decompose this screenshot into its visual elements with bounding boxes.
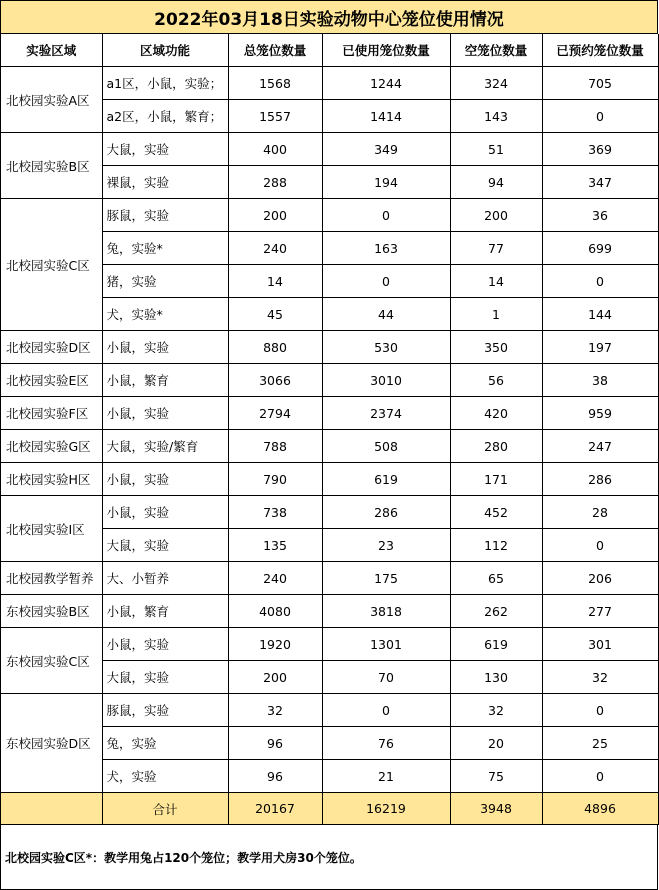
reserved-cell: 36 <box>542 199 658 232</box>
area-cell: 北校园实验A区 <box>1 67 102 133</box>
total-cell: 3066 <box>228 364 322 397</box>
used-cell: 3010 <box>322 364 450 397</box>
total-cell: 1557 <box>228 100 322 133</box>
function-cell: 豚鼠，实验 <box>102 694 228 727</box>
empty-cell: 452 <box>450 496 542 529</box>
header-empty: 空笼位数量 <box>450 34 542 67</box>
area-cell: 北校园实验E区 <box>1 364 102 397</box>
reserved-cell: 286 <box>542 463 658 496</box>
empty-cell: 32 <box>450 694 542 727</box>
function-cell: 小鼠，实验 <box>102 463 228 496</box>
total-cell: 200 <box>228 661 322 694</box>
used-cell: 3818 <box>322 595 450 628</box>
function-cell: 豚鼠，实验 <box>102 199 228 232</box>
used-cell: 508 <box>322 430 450 463</box>
used-cell: 349 <box>322 133 450 166</box>
reserved-cell: 0 <box>542 265 658 298</box>
total-cell: 738 <box>228 496 322 529</box>
table-row <box>1 199 658 232</box>
reserved-cell: 0 <box>542 760 658 793</box>
total-cell: 45 <box>228 298 322 331</box>
reserved-cell: 347 <box>542 166 658 199</box>
total-cell: 135 <box>228 529 322 562</box>
empty-cell: 77 <box>450 232 542 265</box>
used-cell: 1414 <box>322 100 450 133</box>
function-cell: 大鼠，实验 <box>102 661 228 694</box>
total-cell: 240 <box>228 232 322 265</box>
function-cell: 大、小暂养 <box>102 562 228 595</box>
used-cell: 530 <box>322 331 450 364</box>
total-sum-empty: 3948 <box>450 793 542 825</box>
table-row <box>1 562 658 595</box>
total-row <box>1 793 658 825</box>
header-reserved: 已预约笼位数量 <box>542 34 658 67</box>
total-row-spacer <box>1 793 102 825</box>
area-cell: 东校园实验D区 <box>1 694 102 793</box>
reserved-cell: 38 <box>542 364 658 397</box>
area-cell: 北校园实验D区 <box>1 331 102 364</box>
reserved-cell: 301 <box>542 628 658 661</box>
total-cell: 14 <box>228 265 322 298</box>
total-sum-reserved: 4896 <box>542 793 658 825</box>
reserved-cell: 28 <box>542 496 658 529</box>
used-cell: 76 <box>322 727 450 760</box>
empty-cell: 200 <box>450 199 542 232</box>
total-cell: 1568 <box>228 67 322 100</box>
used-cell: 0 <box>322 199 450 232</box>
empty-cell: 262 <box>450 595 542 628</box>
total-cell: 790 <box>228 463 322 496</box>
function-cell: 兔，实验 <box>102 727 228 760</box>
used-cell: 286 <box>322 496 450 529</box>
table-row <box>1 628 658 661</box>
empty-cell: 420 <box>450 397 542 430</box>
table-row <box>1 496 658 529</box>
header-total: 总笼位数量 <box>228 34 322 67</box>
reserved-cell: 0 <box>542 100 658 133</box>
reserved-cell: 369 <box>542 133 658 166</box>
area-cell: 北校园教学暂养 <box>1 562 102 595</box>
table-row <box>1 463 658 496</box>
empty-cell: 171 <box>450 463 542 496</box>
total-cell: 1920 <box>228 628 322 661</box>
function-cell: 小鼠，实验 <box>102 397 228 430</box>
table-row <box>1 133 658 166</box>
reserved-cell: 277 <box>542 595 658 628</box>
empty-cell: 112 <box>450 529 542 562</box>
reserved-cell: 0 <box>542 529 658 562</box>
function-cell: 犬，实验 <box>102 760 228 793</box>
function-cell: 猪，实验 <box>102 265 228 298</box>
used-cell: 70 <box>322 661 450 694</box>
area-cell: 北校园实验I区 <box>1 496 102 562</box>
empty-cell: 619 <box>450 628 542 661</box>
empty-cell: 350 <box>450 331 542 364</box>
function-cell: 犬，实验* <box>102 298 228 331</box>
empty-cell: 130 <box>450 661 542 694</box>
used-cell: 1244 <box>322 67 450 100</box>
total-label: 合计 <box>102 793 228 825</box>
function-cell: 小鼠，繁育 <box>102 595 228 628</box>
used-cell: 23 <box>322 529 450 562</box>
reserved-cell: 705 <box>542 67 658 100</box>
area-cell: 东校园实验C区 <box>1 628 102 694</box>
total-cell: 400 <box>228 133 322 166</box>
used-cell: 2374 <box>322 397 450 430</box>
function-cell: 大鼠，实验 <box>102 529 228 562</box>
total-cell: 288 <box>228 166 322 199</box>
table-row <box>1 595 658 628</box>
used-cell: 163 <box>322 232 450 265</box>
reserved-cell: 206 <box>542 562 658 595</box>
used-cell: 21 <box>322 760 450 793</box>
used-cell: 1301 <box>322 628 450 661</box>
function-cell: 大鼠，实验/繁育 <box>102 430 228 463</box>
total-sum-used: 16219 <box>322 793 450 825</box>
empty-cell: 20 <box>450 727 542 760</box>
empty-cell: 280 <box>450 430 542 463</box>
function-cell: 小鼠，实验 <box>102 331 228 364</box>
total-cell: 880 <box>228 331 322 364</box>
empty-cell: 143 <box>450 100 542 133</box>
table-row <box>1 694 658 727</box>
table-row <box>1 430 658 463</box>
reserved-cell: 32 <box>542 661 658 694</box>
empty-cell: 14 <box>450 265 542 298</box>
empty-cell: 56 <box>450 364 542 397</box>
used-cell: 619 <box>322 463 450 496</box>
area-cell: 北校园实验B区 <box>1 133 102 199</box>
function-cell: 小鼠，繁育 <box>102 364 228 397</box>
used-cell: 194 <box>322 166 450 199</box>
reserved-cell: 144 <box>542 298 658 331</box>
function-cell: 兔，实验* <box>102 232 228 265</box>
total-sum-total: 20167 <box>228 793 322 825</box>
function-cell: 小鼠，实验 <box>102 628 228 661</box>
empty-cell: 94 <box>450 166 542 199</box>
total-cell: 4080 <box>228 595 322 628</box>
total-cell: 32 <box>228 694 322 727</box>
header-used: 已使用笼位数量 <box>322 34 450 67</box>
reserved-cell: 699 <box>542 232 658 265</box>
area-cell: 东校园实验B区 <box>1 595 102 628</box>
area-cell: 北校园实验C区 <box>1 199 102 331</box>
cage-usage-table <box>1 34 659 825</box>
empty-cell: 51 <box>450 133 542 166</box>
header-area: 实验区域 <box>1 34 102 67</box>
function-cell: a2区，小鼠，繁育； <box>102 100 228 133</box>
table-row <box>1 364 658 397</box>
reserved-cell: 25 <box>542 727 658 760</box>
used-cell: 175 <box>322 562 450 595</box>
function-cell: 小鼠，实验 <box>102 496 228 529</box>
total-cell: 2794 <box>228 397 322 430</box>
area-cell: 北校园实验G区 <box>1 430 102 463</box>
header-function: 区域功能 <box>102 34 228 67</box>
table-row <box>1 331 658 364</box>
header-row <box>1 34 658 67</box>
reserved-cell: 247 <box>542 430 658 463</box>
area-cell: 北校园实验H区 <box>1 463 102 496</box>
reserved-cell: 0 <box>542 694 658 727</box>
function-cell: a1区，小鼠，实验； <box>102 67 228 100</box>
total-cell: 96 <box>228 760 322 793</box>
function-cell: 裸鼠，实验 <box>102 166 228 199</box>
reserved-cell: 197 <box>542 331 658 364</box>
used-cell: 0 <box>322 694 450 727</box>
function-cell: 大鼠，实验 <box>102 133 228 166</box>
reserved-cell: 959 <box>542 397 658 430</box>
total-cell: 788 <box>228 430 322 463</box>
total-cell: 200 <box>228 199 322 232</box>
empty-cell: 65 <box>450 562 542 595</box>
footnote: 北校园实验C区*：教学用兔占120个笼位；教学用犬房30个笼位。 <box>1 825 658 890</box>
used-cell: 0 <box>322 265 450 298</box>
empty-cell: 75 <box>450 760 542 793</box>
empty-cell: 324 <box>450 67 542 100</box>
total-cell: 96 <box>228 727 322 760</box>
empty-cell: 1 <box>450 298 542 331</box>
total-cell: 240 <box>228 562 322 595</box>
table-row <box>1 397 658 430</box>
used-cell: 44 <box>322 298 450 331</box>
table-row <box>1 67 658 100</box>
sheet-title: 2022年03月18日实验动物中心笼位使用情况 <box>1 1 658 34</box>
area-cell: 北校园实验F区 <box>1 397 102 430</box>
